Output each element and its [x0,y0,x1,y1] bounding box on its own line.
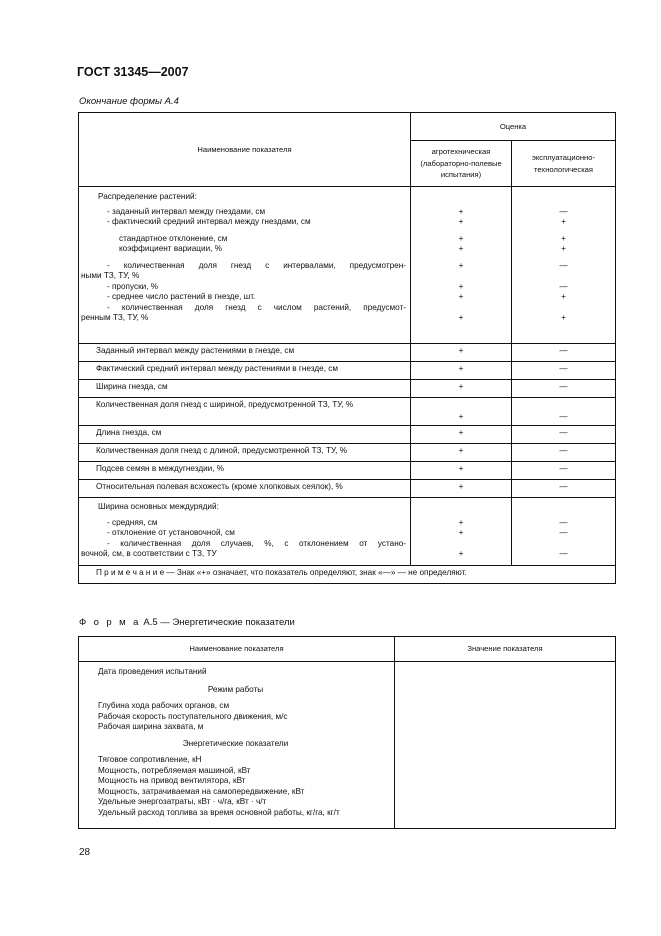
row-expl-value: — [512,462,616,480]
row-spacing-label-cell: Ширина основных междурядий: - средняя, см - отклонение от установочной, см - количественная доля случаев, %, с отклонением от устано- вочной, см, в соответствии с ТЗ, ТУ [79,498,411,566]
row-label: Подсев семян в междугнездии, % [79,462,411,480]
row-expl-value: — [512,362,616,380]
table-note [79,566,616,584]
column-header-value: Значение показателя [395,637,616,662]
row-expl-value: — [512,398,616,426]
row-expl-value: — [512,480,616,498]
form-a5-table [78,636,616,829]
form-a4-table [78,112,616,584]
table-row-distribution [79,187,616,344]
table-row [79,462,616,480]
distribution-label-cell: Распределение растений: - заданный интервал между гнездами, см - фактический средний интервал между гнездами, см стандартное отклонение, см коэффициент вариации, % - количественная доля гнезд с интервалами, предусмотрен- ными ТЗ, ТУ, % - пропуски, % - среднее число растений в гнезде, шт. - количественная доля гнезд с числом растений, предусмот- ренным ТЗ, ТУ, % [79,187,411,344]
row-agro-value: + [411,462,512,480]
row-spacing-agro-cell: + + + [411,498,512,566]
row-agro-value: + [411,444,512,462]
row-expl-value: — [512,380,616,398]
row-expl-value: — [512,344,616,362]
column-header-expl: эксплуатационно- технологическая [512,141,616,187]
distribution-expl-cell: — + + + — — + + [512,187,616,344]
row-agro-value: + [411,426,512,444]
row-label: Относительная полевая всхожесть (кроме хлопковых сеялок), % [79,480,411,498]
note-text: — Знак «+» означает, что показатель определяют, знак «—» — не определяют. [164,568,467,577]
row-label: Количественная доля гнезд с длиной, предусмотренной ТЗ, ТУ, % [79,444,411,462]
document-header: ГОСТ 31345—2007 [77,65,189,79]
row-label: Фактический средний интервал между растениями в гнезде, см [79,362,411,380]
energy-value-cell [395,662,616,829]
table-row [79,362,616,380]
row-agro-value: + [411,380,512,398]
column-header-group: Оценка [411,113,616,141]
row-agro-value: + [411,480,512,498]
form-a4-caption: Окончание формы А.4 [79,96,179,107]
column-header-name: Наименование показателя [79,113,411,187]
form-a5-caption: Ф о р м а А.5 — Энергетические показатели [79,617,295,628]
table-row [79,480,616,498]
page-number: 28 [79,847,91,858]
table-row [79,398,616,426]
table-row-row-spacing [79,498,616,566]
row-spacing-expl-cell: — — — [512,498,616,566]
note-label: П р и м е ч а н и е [96,568,165,577]
row-agro-value: + [411,344,512,362]
table-row [79,344,616,362]
table-row [79,444,616,462]
table-row [79,380,616,398]
row-agro-value: + [411,362,512,380]
row-label: Количественная доля гнезд с шириной, предусмотренной ТЗ, ТУ, % [79,398,411,426]
row-label: Ширина гнезда, см [79,380,411,398]
row-label: Длина гнезда, см [79,426,411,444]
table-row [79,426,616,444]
row-agro-value: + [411,398,512,426]
energy-label-cell: Дата проведения испытаний Режим работы Глубина хода рабочих органов, см Рабочая скорость поступательного движения, м/с Рабочая ширина захвата, м Энергетические показатели Тяговое сопротивление, кН Мощность, потребляемая машиной, кВт Мощность на привод вентилятора, кВт Мощность, затрачиваемая на самопередвижение, кВт Удельные энергозатраты, кВт · ч/га, кВт · ч/т Удельный расход топлива за время основной работы, кг/га, кг/т [79,662,395,829]
column-header-agro: агротехническая (лабораторно-полевые испытания) [411,141,512,187]
row-label: Заданный интервал между растениями в гнезде, см [79,344,411,362]
distribution-agro-cell: + + + + + + + + [411,187,512,344]
row-expl-value: — [512,426,616,444]
column-header-name: Наименование показателя [79,637,395,662]
row-expl-value: — [512,444,616,462]
table-note-row [79,566,616,584]
